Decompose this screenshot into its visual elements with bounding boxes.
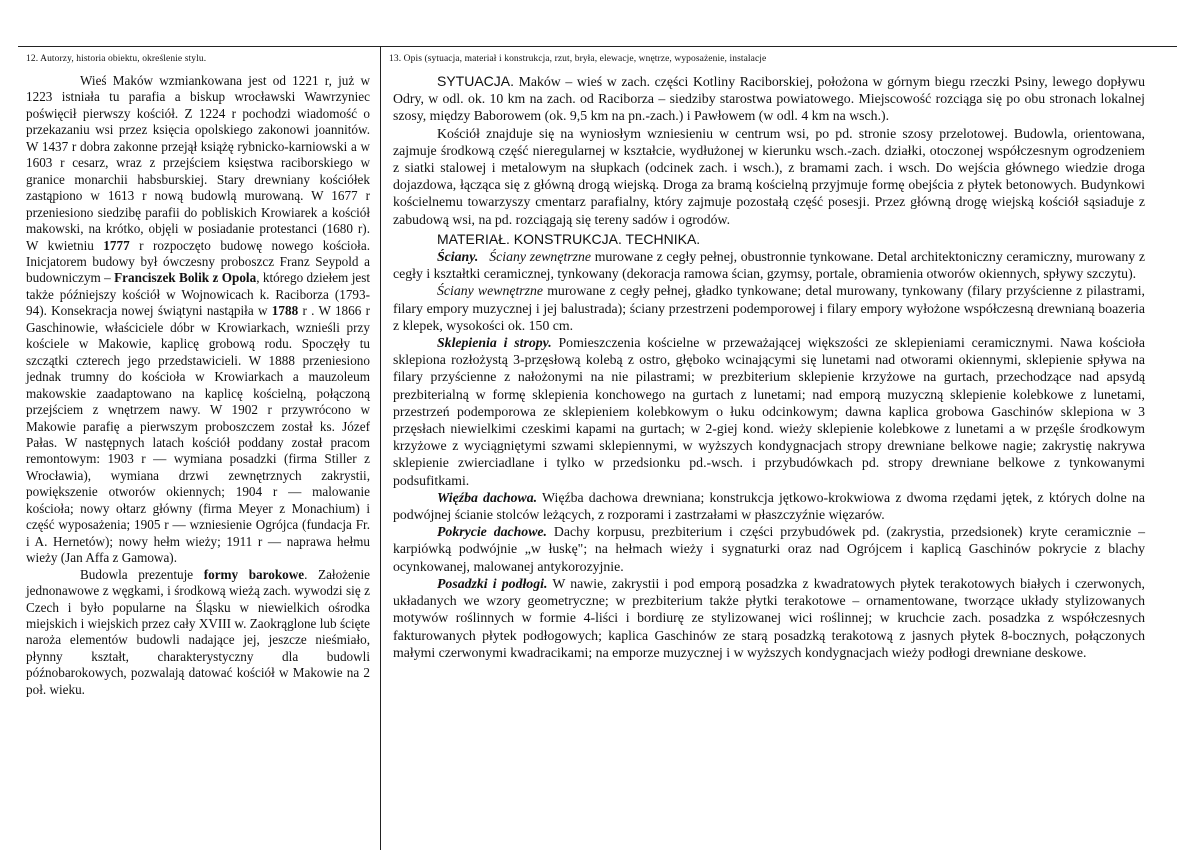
situation-text: Maków – wieś w zach. części Kotliny Raciborskiej, położona w górnym biegu rzeczki Psiny, lewego dopływu Odry, w odl. ok. 10 km na zach. od Raciborza – siedziby starostwa powiatowego. Miejscowość rozciąga się po obu stronach lokalnej szosy, między Baborowem (ok. 9,5 km na pn.-zach.) i Pawłowem (w odl. 4 km na wsch.). bbox=[393, 74, 1145, 124]
walls-interior-paragraph bbox=[393, 282, 1145, 334]
vaults-paragraph bbox=[393, 334, 1145, 489]
history-text-4: r . W 1866 r Gaschinowie, właściciele dóbr w Krowiarkach, wznieśli przy kościele w Makowie, kaplicę grobową rodu. Spoczęły tu szczątki czterech jego przedstawicieli. W 1888 przeniesiono jednak trumny do kościoła w Krowiarkach a mauzoleum makowskie zaadaptowano na kaplicę kościelną, połączoną przejściem z wnętrzem nawy. W 1902 r przywrócono w Makowie parafię a pierwszym proboszczem został ks. Józef Pałas. W następnych latach kościół poddany został pracom remontowym: 1903 r — wymiana posadzki (firma Stiller z Wrocławia), wymiana drzwi zewnętrznych zakrystii, powiększenie otworów okiennych; 1904 r — malowanie kościoła; nowy ołtarz główny (firma Meyer z Monachium) i część wyposażenia; 1905 r — wzniesienie Ogrójca (fundacja Fr. i A. Hernetów); nowy hełm wieży; 1911 r — naprawa hełmu wieży (Jan Affa z Gamowa). bbox=[26, 303, 370, 566]
floors-label: Posadzki i podłogi. bbox=[437, 575, 548, 591]
roofing-text: Dachy korpusu, prezbiterium i części przybudówek pd. (zakrystia, przedsionek) kryte ceramicznie – karpiówką podwójnie „w łuskę"; na hełmach wieży i sygnaturki oraz nad Ogrójcem i kaplicą Gaschinów pokrycie z blachy ocynkowanej, malowanej antykorozyjnie. bbox=[393, 524, 1146, 574]
floors-text: W nawie, zakrystii i pod emporą posadzka z kwadratowych płytek terakotowych białych i czerwonych, układanych we wzory geometryczne; w prezbiterium także płytki terakotowe – ornamentowane, tworzące układy stylizowanych motywów roślinnych w formie 4-liści i bordiurę ze stylizowanej wici roślinnej; w kruchcie zach. posadzka z współczesnych fakturowanych płytek podłogowych; kaplica Gaschinów ze starą posadzką terakotową z jasnych płytek 8-bocznych, połączonych małymi czerwonymi kwadracikami; na emporze muzycznej i w wyższych kondygnacjach wieży podłogi drewniane deskowe. bbox=[393, 575, 1145, 660]
year-1788: 1788 bbox=[271, 303, 299, 319]
situation-title: SYTUACJA. bbox=[437, 73, 515, 89]
roof-truss-paragraph bbox=[393, 489, 1145, 523]
style-text-2: . Założenie jednonawowe z węgkami, i środkową wieżą zach. wywodzi się z Czech i było popularne na Śląsku w niewielkich ośrodka miejskich i wiejskich przez cały XVIII w. Zaokrąglone lub ścięte naroża elementów budowli nadające jej, jeszcze nieśmiało, płynny kształt, charakterystyczny dla budowli późnobarokowych, pozwalają datować kościół w Makowie na 2 poł. wieku. bbox=[26, 566, 370, 697]
walls-interior-text: murowane z cegły pełnej, gładko tynkowane; detal murowany, tynkowany (filary przyścienne z pilastrami, filary empory muzycznej i jej balustrada); ściany przestrzeni podemporowej i filary empory wyłożone współczesną drewnianą boazeria z klepek, wysokości ok. 150 cm. bbox=[393, 283, 1145, 333]
walls-exterior-paragraph bbox=[393, 248, 1145, 282]
right-column bbox=[389, 53, 1145, 661]
vaults-text: Pomieszczenia kościelne w przeważającej większości ze sklepieniami ceramicznymi. Nawa kościoła sklepiona rozłożystą 3-przęsłową kolebą z ostro, głęboko wcinającymi się lunetami nad otworami okiennymi, sklepienie spływa na filary przyścienne z nałożonymi na nie pilastrami; w prezbiterium sklepienie krzyżowe na gurtach, przechodzące nad apsydą prezbiterialną w formę sklepienia konchowego na gurtach z lunetami; nad emporą muzyczną sklepienie kolebkowe z lunetami, przestrzeń podemporowa ze sklepieniem kolebkowym o łuku odcinkowym; dawna kaplica grobowa Gaschinów sklepiona w 3 przęsłach niewielkimi czeskimi kapami na gurtach; w 2-giej kond. wieży sklepienie kolebkowe z lunetami a w przęśle środkowym krzyżowe z wyciągniętymi szwami sklepiennymi, w wyższych kondygnacjach stropy drewniane belkowe nagie; zakrystię nakrywa sklepienie zwierciadlane i tylko w przedsionku pd.-wsch. i przybudówkach pd. stropy drewniane belkowe z tynkowanymi podsufitkami. bbox=[393, 335, 1145, 488]
walls-interior-label: Ściany wewnętrzne bbox=[437, 283, 544, 299]
style-paragraph bbox=[26, 567, 370, 699]
roofing-label: Pokrycie dachowe. bbox=[437, 524, 547, 540]
year-1777: 1777 bbox=[103, 237, 130, 253]
description-body bbox=[389, 73, 1145, 661]
material-section-title: MATERIAŁ. KONSTRUKCJA. TECHNIKA. bbox=[437, 230, 701, 247]
style-name: formy barokowe bbox=[203, 566, 305, 582]
walls-exterior-text: murowane z cegły pełnej, obustronnie tynkowane. Detal architektoniczny ceramiczny, murowany z cegły i kształtki ceramicznej, tynkowany (dekoracja ramowa ścian, gzymsy, portale, obramienia otworów okiennych, spływy szczytu). bbox=[393, 249, 1145, 282]
column-divider bbox=[380, 46, 381, 850]
vaults-label: Sklepienia i stropy. bbox=[437, 335, 552, 351]
history-paragraph bbox=[26, 73, 370, 567]
walls-exterior-label: Ściany zewnętrzne bbox=[489, 249, 592, 265]
history-text-1: Wieś Maków wzmiankowana jest od 1221 r, już w 1223 istniała tu parafia a biskup wrocławski Wawrzyniec poświęcił pierwszy kościół. Z 1224 r pochodzi wiadomość o przekazaniu wsi przez księcia opolskiego zakonowi joannitów. W 1437 r dobra zakonne przejął książę rybnicko-karniowski a w 1603 r cesarz, wraz z przejściem księstwa raciborskiego w granice monarchii habsburskiej. Stary drewniany kościółek zastąpiono w 1613 r nową budowlą murowaną. W 1677 r przeniesiono siedzibę parafii do pobliskich Krowiarek a kościół makowski, na krótko, objęli w posiadanie protestanci (1680 r). W kwietniu bbox=[26, 73, 370, 253]
header-rule bbox=[18, 46, 1177, 47]
history-text-2: r rozpoczęto budowę nowego kościoła. Inicjatorem budowy był ówczesny proboszcz Franz Seypold a budowniczym – bbox=[26, 237, 370, 286]
walls-label: Ściany. bbox=[437, 249, 479, 265]
situation-paragraph bbox=[393, 73, 1145, 125]
section-13-header: 13. Opis (sytuacja, materiał i konstrukcja, rzut, bryła, elewacje, wnętrze, wyposażenie, instalacje bbox=[389, 54, 767, 64]
church-location-paragraph: Kościół znajduje się na wyniosłym wzniesieniu w centrum wsi, po pd. stronie szosy przelotowej. Budowla, orientowana, zajmuje środkową część nieregularnej w kształcie, wydłużonej w kierunku wsch.-zach. działki, otoczonej współczesnym ogrodzeniem z siatki stalowej i metalowym na słupkach (odcinek zach. i wsch.), z bramami zach. i wsch. Do wejścia głównego wiedzie droga dojazdowa, łącząca się z główną drogą wiejską. Droga za bramą kościelną przyjmuje formę obejścia z płytek betonowych. Budynkowi kościelnemu towarzyszy cmentarz parafialny, który zajmuje pozostałą część posesji. Przez główną drogę wiejską kościół sąsiaduje z zabudową wsi, na pd. rozciągają się tereny sadów i ogrodów. bbox=[393, 125, 1145, 227]
roofing-paragraph bbox=[393, 523, 1145, 575]
builder-name: Franciszek Bolik z Opola bbox=[114, 270, 257, 286]
roof-truss-label: Więźba dachowa. bbox=[437, 489, 538, 505]
history-text-3: , którego dziełem jest także późniejszy kościół w Wojnowicach k. Raciborza (1793-94). Konsekracja nowej świątyni nastąpiła w bbox=[26, 270, 371, 319]
section-12-header: 12. Autorzy, historia obiektu, określenie stylu. bbox=[26, 54, 207, 64]
style-text-1: Budowla prezentuje bbox=[80, 566, 204, 582]
floors-paragraph bbox=[393, 575, 1145, 661]
left-column bbox=[26, 53, 370, 698]
roof-truss-text: Więźba dachowa drewniana; konstrukcja jętkowo-krokwiowa z dwoma rzędami jętek, z których dolne na podwójnej ścianie stolców leżących, z rozporami i zastrzałami w płaszczyźnie więzarów. bbox=[393, 489, 1145, 523]
